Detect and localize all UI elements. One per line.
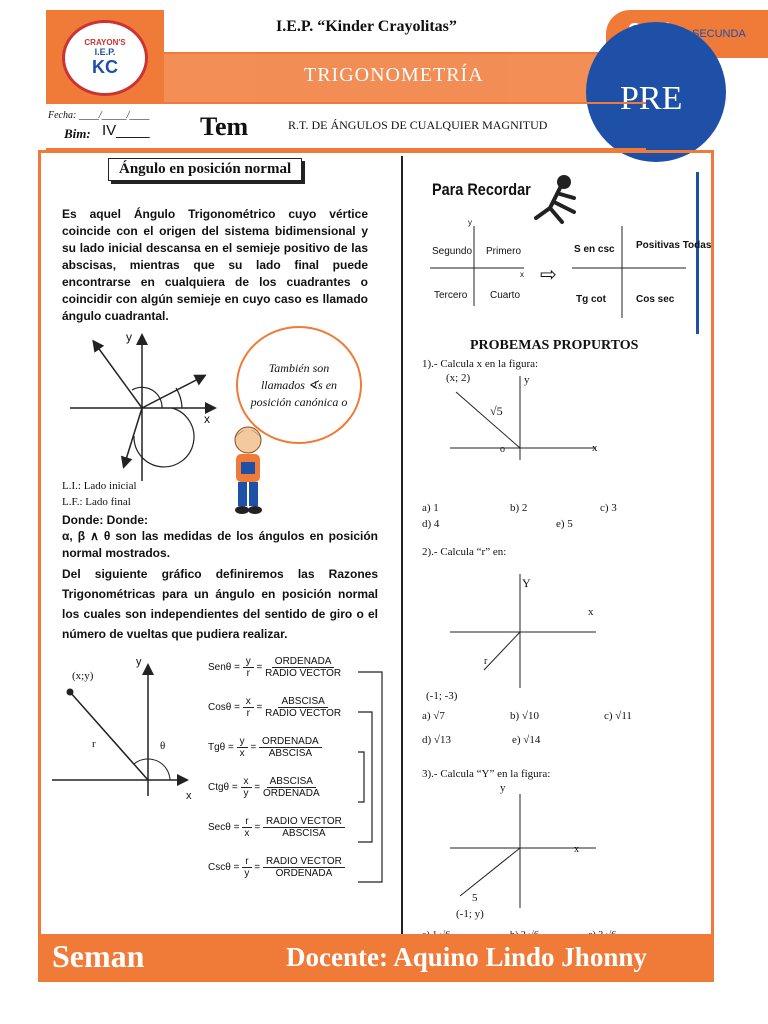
problem-1-text: 1).- Calcula x en la figura: [422, 358, 539, 370]
formula-num: RADIO VECTOR [263, 816, 345, 828]
formula-eq: = [247, 742, 260, 754]
problem-2-Y: Y [522, 576, 531, 590]
problem-3-point: (-1; y) [456, 908, 484, 920]
diagram-y-label: y [126, 330, 132, 344]
tem-label: Tem [200, 112, 249, 141]
problem-1-option[interactable]: d) 4 [422, 518, 440, 530]
bim-value: IV____ [102, 122, 150, 139]
formula-num: r [242, 856, 251, 868]
ratio-y-label: y [136, 656, 142, 668]
formula-fraction [263, 856, 345, 879]
q-cuarto: Cuarto [490, 290, 521, 301]
formula-name: Ctgθ = [208, 782, 241, 794]
problem-2-option[interactable]: d) √13 [422, 734, 451, 746]
problem-3-r: 5 [472, 892, 478, 904]
formula-fraction [243, 696, 254, 719]
header [46, 10, 746, 150]
formula-fraction [265, 656, 341, 679]
subject-band [164, 54, 644, 102]
problem-2-option[interactable]: b) √10 [510, 710, 539, 722]
formula-num: y [237, 736, 248, 748]
formula-fraction [263, 776, 320, 799]
problem-1-origin: o [500, 444, 505, 455]
formulas-panel [204, 656, 394, 906]
problem-3-x: x [574, 844, 579, 855]
q-sen: S en csc [574, 244, 615, 255]
formula-fraction [241, 776, 252, 799]
q1-y: y [468, 218, 472, 227]
problem-1-option[interactable]: b) 2 [510, 502, 528, 514]
bim-label: Bim: [64, 126, 91, 141]
formula-name: Cscθ = [208, 862, 243, 874]
section-title: Ángulo en posición normal [108, 158, 302, 181]
formula-row [208, 656, 341, 679]
header-info-row [46, 102, 646, 150]
school-name: I.E.P. “Kinder Crayolitas” [276, 18, 457, 35]
problem-1-y: y [524, 374, 530, 386]
problem-3-text: 3).- Calcula “Y” en la figura: [422, 768, 551, 780]
ratio-diagram [48, 660, 198, 800]
formula-den: r [246, 668, 250, 679]
formula-num: ABSCISA [278, 696, 327, 708]
arrow-icon: ⇨ [540, 264, 557, 286]
q-cos: Cos sec [636, 294, 675, 305]
speech-bubble: También son llamados ∢s en posición canónica o [236, 326, 362, 444]
formula-den: x [244, 828, 250, 839]
formula-fraction [242, 856, 251, 879]
formula-eq: = [253, 662, 266, 674]
formula-fraction [242, 816, 251, 839]
problem-2-option[interactable]: c) √11 [604, 710, 632, 722]
quadrant-chart-2 [570, 222, 690, 320]
grado-value: SECUNDA [692, 28, 746, 40]
formula-num: x [241, 776, 252, 788]
semana-label: Seman [52, 938, 145, 974]
formula-num: ORDENADA [272, 656, 335, 668]
theta-label: θ [160, 740, 166, 752]
formula-den: x [239, 748, 245, 759]
level-text: PRE [620, 80, 683, 117]
formula-den: ORDENADA [262, 788, 320, 799]
intro-paragraph: Es aquel Ángulo Trigonométrico cuyo vértice coincide con el origen del sistema bidimensional y su lado inicial descansa en el semieje positivo de las abscisas, mientras que su lado final puede encontrarse en cualquiera de los cuadrantes o coincidir con algún semieje en cuyo caso es llamado ángulo cuadrantal. [62, 207, 368, 323]
lf-legend: L.F.: Lado final [62, 496, 131, 508]
formula-row [208, 816, 345, 839]
formula-den: ORDENADA [275, 868, 333, 879]
formula-fraction [259, 736, 322, 759]
formula-den: RADIO VECTOR [265, 708, 342, 719]
diagram-x-label: x [204, 412, 210, 426]
formula-eq: = [253, 702, 266, 714]
q-tg: Tg cot [576, 294, 606, 305]
ratios-paragraph: Del siguiente gráfico definiremos las Razones Trigonométricas para un ángulo en posición normal los cuales son independientes del sentido de giro o el número de vueltas que pudiera realizar. [62, 567, 378, 641]
q-positivas: Positivas Todas [636, 240, 712, 251]
formula-fraction [243, 656, 254, 679]
angle-diagram [64, 326, 224, 486]
docente-label: Docente: Aquino Lindo Jhonny [286, 942, 647, 972]
para-recordar-title: Para Recordar [432, 180, 531, 199]
problem-1-option[interactable]: e) 5 [556, 518, 573, 530]
q-segundo: Segundo [432, 246, 473, 257]
angles-paragraph: α, β ∧ θ son las medidas de los ángulos en posición normal mostrados. [62, 529, 378, 560]
formula-name: Secθ = [208, 822, 243, 834]
formula-row [208, 856, 345, 879]
header-title-bar [164, 10, 644, 54]
formula-den: y [243, 788, 249, 799]
formula-row [208, 736, 322, 759]
problem-2-point: (-1; -3) [426, 690, 458, 702]
q1-x: x [520, 270, 524, 279]
ratio-x-label: x [186, 790, 192, 802]
formula-name: Senθ = [208, 662, 243, 674]
formula-num: ABSCISA [267, 776, 316, 788]
formula-num: y [243, 656, 254, 668]
formula-eq: = [251, 862, 263, 874]
formula-den: y [244, 868, 250, 879]
formula-row [208, 696, 341, 719]
problem-3-y: y [500, 782, 506, 794]
formula-num: ORDENADA [259, 736, 322, 748]
problem-2-r: r [484, 656, 488, 667]
boy-illustration [226, 424, 270, 516]
formula-num: r [242, 816, 251, 828]
problem-2-option[interactable]: e) √14 [512, 734, 541, 746]
formula-row [208, 776, 320, 799]
problem-1-r: √5 [490, 404, 503, 418]
blue-accent-bar [696, 172, 699, 334]
formula-den: r [246, 708, 250, 719]
point-label: (x;y) [72, 670, 94, 682]
formula-name: Cosθ = [208, 702, 243, 714]
problem-1-x: x [592, 442, 598, 454]
q-tercero: Tercero [434, 290, 468, 301]
formula-eq: = [251, 782, 263, 794]
fecha-field: Fecha: ____/_____/____ [48, 110, 150, 121]
problem-1-point: (x; 2) [446, 372, 471, 384]
problem-2-text: 2).- Calcula “r” en: [422, 546, 507, 558]
problem-2-option[interactable]: a) √7 [422, 710, 445, 722]
problems-title: PROBEMAS PROPURTOS [470, 338, 639, 353]
formula-fraction [263, 816, 345, 839]
formula-num: RADIO VECTOR [263, 856, 345, 868]
formula-den: ABSCISA [268, 748, 313, 759]
li-legend: L.I.: Lado inicial [62, 480, 137, 492]
column-divider [401, 156, 403, 946]
formula-den: RADIO VECTOR [265, 668, 342, 679]
formula-eq: = [251, 822, 263, 834]
formula-num: x [243, 696, 254, 708]
donde-label: Donde: Donde: [62, 513, 148, 527]
school-logo: CRAYON'S I.E.P. KC [62, 20, 148, 96]
formula-den: ABSCISA [282, 828, 326, 839]
footer-bar [38, 934, 714, 982]
r-label: r [92, 738, 96, 750]
formula-fraction [265, 696, 341, 719]
formula-name: Tgθ = [208, 742, 237, 754]
problem-1-option[interactable]: a) 1 [422, 502, 439, 514]
q-primero: Primero [486, 246, 522, 257]
problem-1-option[interactable]: c) 3 [600, 502, 617, 514]
topic-title: R.T. DE ÁNGULOS DE CUALQUIER MAGNITUD [288, 118, 548, 132]
problem-2-x: x [588, 606, 594, 618]
subject-title: TRIGONOMETRÍA [304, 64, 484, 86]
formula-fraction [237, 736, 248, 759]
